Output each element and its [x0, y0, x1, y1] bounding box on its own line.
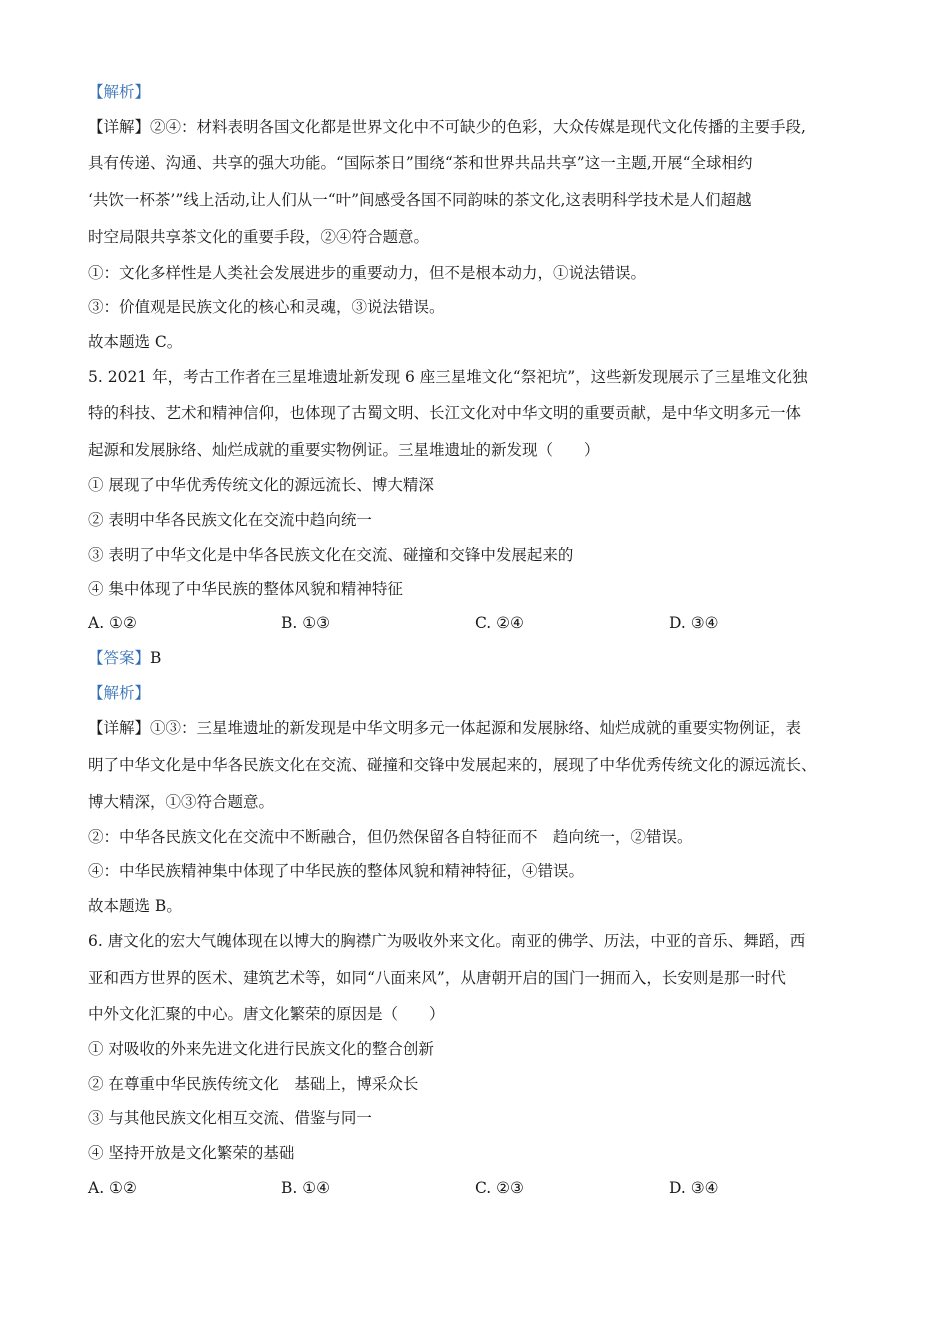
option-d: D. ③④: [669, 614, 719, 632]
option-a: A. ①②: [88, 1179, 137, 1197]
statement-item: ① 展现了中华优秀传统文化的源远流长、博大精深: [88, 476, 434, 494]
statement-item: ③ 表明了中华文化是中华各民族文化在交流、碰撞和交锋中发展起来的: [88, 546, 574, 564]
question-stem-line: 5. 2021 年，考古工作者在三星堆遗址新发现 6 座三星堆文化“祭祀坑”，这些新发现展示了三星堆文化独: [88, 368, 808, 386]
option-c: C. ②④: [475, 614, 524, 632]
conclusion-line: 故本题选 B。: [88, 897, 182, 915]
detail-line: 【详解】②④：材料表明各国文化都是世界文化中不可缺少的色彩，大众传媒是现代文化传播的主要手段,: [88, 118, 806, 136]
analysis-heading: 【解析】: [88, 684, 151, 702]
answer-line: [88, 648, 161, 668]
detail-line: ③：价值观是民族文化的核心和灵魂，③说法错误。: [88, 298, 445, 316]
statement-item: ③ 与其他民族文化相互交流、借鉴与同一: [88, 1109, 372, 1127]
statement-item: ④ 坚持开放是文化繁荣的基础: [88, 1144, 295, 1162]
analysis-heading: 【解析】: [88, 83, 151, 101]
answer-value: B: [150, 649, 162, 667]
statement-item: ④ 集中体现了中华民族的整体风貌和精神特征: [88, 580, 403, 598]
detail-line: 【详解】①③：三星堆遗址的新发现是中华文明多元一体起源和发展脉络、灿烂成就的重要实物例证，表: [88, 719, 802, 737]
question-stem-line: 6. 唐文化的宏大气魄体现在以博大的胸襟广为吸收外来文化。南亚的佛学、历法，中亚的音乐、舞蹈，西: [88, 932, 806, 950]
answer-tag: 【答案】: [88, 649, 151, 667]
statement-item: ① 对吸收的外来先进文化进行民族文化的整合创新: [88, 1040, 434, 1058]
question-stem-line: 起源和发展脉络、灿烂成就的重要实物例证。三星堆遗址的新发现（ ）: [88, 441, 600, 459]
option-d: D. ③④: [669, 1179, 719, 1197]
detail-line: ②：中华各民族文化在交流中不断融合，但仍然保留各自特征而不 趋向统一，②错误。: [88, 828, 693, 846]
option-b: B. ①④: [281, 1179, 331, 1197]
statement-item: ② 表明中华各民族文化在交流中趋向统一: [88, 511, 372, 529]
question-stem-line: 中外文化汇聚的中心。唐文化繁荣的原因是（ ）: [88, 1005, 445, 1023]
detail-line: 明了中华文化是中华各民族文化在交流、碰撞和交锋中发展起来的，展现了中华优秀传统文化的源远流长、: [88, 756, 817, 774]
option-b: B. ①③: [281, 614, 331, 632]
detail-line: 时空局限共享茶文化的重要手段，②④符合题意。: [88, 228, 430, 246]
question-stem-line: 特的科技、艺术和精神信仰，也体现了古蜀文明、长江文化对中华文明的重要贡献，是中华文明多元一体: [88, 404, 802, 422]
detail-line: 具有传递、沟通、共享的强大功能。“国际茶日”围绕“茶和世界共品共享”这一主题,开展“全球相约: [88, 154, 753, 172]
detail-line: ④：中华民族精神集中体现了中华民族的整体风貌和精神特征，④错误。: [88, 862, 585, 880]
detail-line: 博大精深，①③符合题意。: [88, 793, 275, 811]
option-a: A. ①②: [88, 614, 137, 632]
question-stem-line: 亚和西方世界的医术、建筑艺术等，如同“八面来风”，从唐朝开启的国门一拥而入，长安则是那一时代: [88, 969, 786, 987]
statement-item: ② 在尊重中华民族传统文化 基础上，博采众长: [88, 1075, 419, 1093]
detail-line: ①：文化多样性是人类社会发展进步的重要动力，但不是根本动力，①说法错误。: [88, 264, 647, 282]
conclusion-line: 故本题选 C。: [88, 333, 183, 351]
option-c: C. ②③: [475, 1179, 524, 1197]
detail-line: ‘共饮一杯茶’”线上活动,让人们从一“叶”间感受各国不同韵味的茶文化,这表明科学技术是人们超越: [88, 191, 752, 209]
